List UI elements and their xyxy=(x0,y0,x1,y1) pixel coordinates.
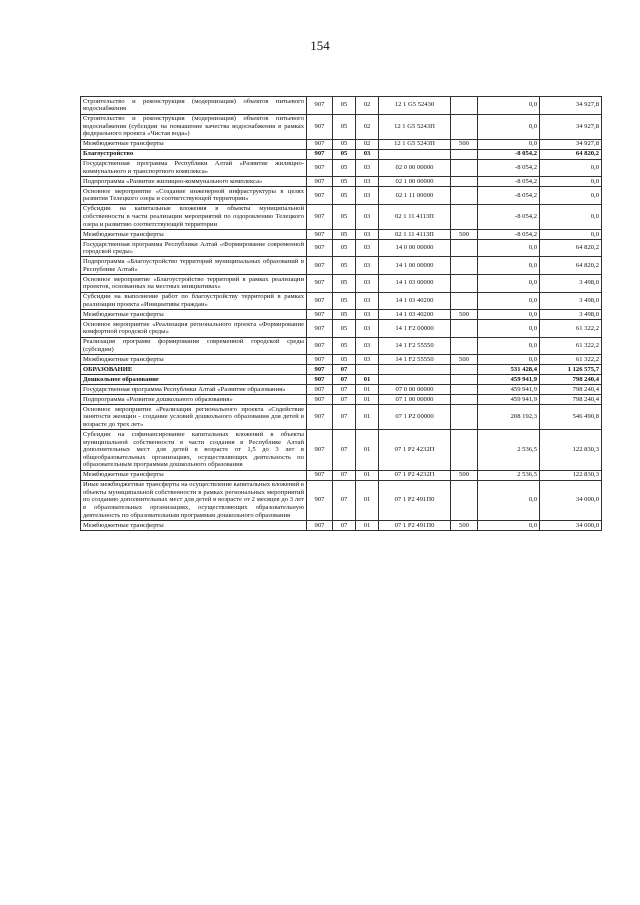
row-pr: 03 xyxy=(356,275,379,293)
row-vr xyxy=(451,292,478,310)
table-row xyxy=(81,177,602,187)
row-pr: 01 xyxy=(356,395,379,405)
table-row xyxy=(81,355,602,365)
row-rz: 07 xyxy=(333,395,356,405)
table-row xyxy=(81,97,602,115)
row-csr: 02 1 11 4113П xyxy=(379,229,451,239)
row-sum-1: -8 054,2 xyxy=(478,159,540,177)
row-sum-2: 61 322,2 xyxy=(540,337,602,355)
row-rz: 07 xyxy=(333,405,356,430)
row-vr xyxy=(451,405,478,430)
row-pr: 02 xyxy=(356,139,379,149)
row-sum-2: 0,0 xyxy=(540,204,602,229)
row-gr: 907 xyxy=(307,405,333,430)
row-pr: 03 xyxy=(356,310,379,320)
row-csr: 14 1 03 00000 xyxy=(379,275,451,293)
row-gr: 907 xyxy=(307,355,333,365)
row-gr: 907 xyxy=(307,365,333,375)
row-csr: 14 1 F2 55550 xyxy=(379,337,451,355)
row-sum-1: 0,0 xyxy=(478,337,540,355)
table-row xyxy=(81,292,602,310)
row-pr: 01 xyxy=(356,385,379,395)
row-csr: 14 1 F2 00000 xyxy=(379,320,451,338)
row-pr: 03 xyxy=(356,257,379,275)
row-sum-1: 0,0 xyxy=(478,292,540,310)
row-vr xyxy=(451,177,478,187)
table-row xyxy=(81,375,602,385)
row-sum-1: 459 941,9 xyxy=(478,385,540,395)
row-rz: 07 xyxy=(333,470,356,480)
row-gr: 907 xyxy=(307,114,333,139)
row-sum-2: 0,0 xyxy=(540,159,602,177)
row-vr xyxy=(451,97,478,115)
row-name: ОБРАЗОВАНИЕ xyxy=(81,365,307,375)
row-pr: 03 xyxy=(356,355,379,365)
row-csr: 07 1 P2 4232П xyxy=(379,470,451,480)
row-csr: 02 1 00 00000 xyxy=(379,177,451,187)
table-row xyxy=(81,395,602,405)
row-sum-1: 531 428,4 xyxy=(478,365,540,375)
row-gr: 907 xyxy=(307,430,333,470)
row-sum-2: 546 490,8 xyxy=(540,405,602,430)
row-vr: 500 xyxy=(451,229,478,239)
row-csr xyxy=(379,149,451,159)
row-pr: 01 xyxy=(356,375,379,385)
table-row xyxy=(81,405,602,430)
row-pr: 01 xyxy=(356,470,379,480)
table-row xyxy=(81,204,602,229)
row-vr xyxy=(451,257,478,275)
row-pr: 01 xyxy=(356,520,379,530)
row-csr: 07 1 P2 00000 xyxy=(379,405,451,430)
row-sum-1: 0,0 xyxy=(478,114,540,139)
row-sum-2: 798 240,4 xyxy=(540,385,602,395)
row-sum-2: 34 000,0 xyxy=(540,480,602,520)
row-sum-1: 0,0 xyxy=(478,139,540,149)
row-name: Субсидии на софинансирование капитальных вложений в объекты муниципальной собственности в части создания в Республике Алтай дополнительных мест для детей в возрасте от 1,5 до 3 лет в общеобразовательных организациях, осуществляющих деятельность по образовательным программам дошкольного образования xyxy=(81,430,307,470)
row-vr xyxy=(451,395,478,405)
table-row xyxy=(81,159,602,177)
table-row xyxy=(81,114,602,139)
row-name: Подпрограмма «Благоустройство территорий муниципальных образований в Республике Алтай» xyxy=(81,257,307,275)
row-sum-2: 64 820,2 xyxy=(540,257,602,275)
row-pr: 03 xyxy=(356,337,379,355)
row-name: Межбюджетные трансферты xyxy=(81,470,307,480)
row-name: Государственная программа Республики Алтай «Развитие жилищно-коммунального и транспортного комплекса» xyxy=(81,159,307,177)
row-rz: 05 xyxy=(333,337,356,355)
row-pr xyxy=(356,365,379,375)
table-row xyxy=(81,139,602,149)
row-name: Государственная программа Республики Алтай «Формирование современной городской среды» xyxy=(81,239,307,257)
row-sum-2: 64 820,2 xyxy=(540,149,602,159)
row-pr: 03 xyxy=(356,159,379,177)
row-name: Основное мероприятие «Благоустройство территорий в рамках реализации проектов, основанных на местных инициативах» xyxy=(81,275,307,293)
table-row xyxy=(81,229,602,239)
row-pr: 03 xyxy=(356,229,379,239)
row-vr xyxy=(451,365,478,375)
row-sum-1: -8 054,2 xyxy=(478,229,540,239)
row-vr: 500 xyxy=(451,470,478,480)
row-rz: 05 xyxy=(333,204,356,229)
table-row xyxy=(81,320,602,338)
row-rz: 05 xyxy=(333,310,356,320)
row-name: Межбюджетные трансферты xyxy=(81,229,307,239)
row-sum-1: 0,0 xyxy=(478,310,540,320)
row-name: Строительство и реконструкция (модернизация) объектов питьевого водоснабжения xyxy=(81,97,307,115)
row-gr: 907 xyxy=(307,337,333,355)
row-vr xyxy=(451,149,478,159)
row-sum-1: 0,0 xyxy=(478,355,540,365)
table-row xyxy=(81,520,602,530)
row-sum-2: 0,0 xyxy=(540,177,602,187)
row-vr xyxy=(451,375,478,385)
row-csr: 14 1 03 40200 xyxy=(379,292,451,310)
row-gr: 907 xyxy=(307,480,333,520)
row-sum-2: 3 498,0 xyxy=(540,310,602,320)
row-rz: 05 xyxy=(333,149,356,159)
row-rz: 05 xyxy=(333,355,356,365)
row-pr: 02 xyxy=(356,97,379,115)
row-sum-1: 0,0 xyxy=(478,239,540,257)
row-rz: 07 xyxy=(333,520,356,530)
row-vr xyxy=(451,159,478,177)
row-gr: 907 xyxy=(307,177,333,187)
row-csr: 14 1 00 00000 xyxy=(379,257,451,275)
row-sum-2: 3 498,0 xyxy=(540,275,602,293)
row-sum-2: 0,0 xyxy=(540,229,602,239)
row-name: Основное мероприятие «Реализация регионального проекта «Формирование комфортной городской среды» xyxy=(81,320,307,338)
row-sum-1: 0,0 xyxy=(478,320,540,338)
row-sum-1: -8 054,2 xyxy=(478,204,540,229)
row-csr: 07 1 P2 491П0 xyxy=(379,480,451,520)
row-sum-1: -8 054,2 xyxy=(478,187,540,205)
row-gr: 907 xyxy=(307,292,333,310)
row-sum-2: 122 830,3 xyxy=(540,470,602,480)
row-rz: 07 xyxy=(333,480,356,520)
row-gr: 907 xyxy=(307,320,333,338)
row-vr xyxy=(451,239,478,257)
row-rz: 05 xyxy=(333,257,356,275)
row-gr: 907 xyxy=(307,229,333,239)
row-rz: 05 xyxy=(333,159,356,177)
row-gr: 907 xyxy=(307,310,333,320)
row-rz: 05 xyxy=(333,187,356,205)
row-gr: 907 xyxy=(307,149,333,159)
row-sum-2: 798 240,4 xyxy=(540,395,602,405)
row-csr xyxy=(379,375,451,385)
budget-table xyxy=(80,96,602,531)
row-rz: 05 xyxy=(333,292,356,310)
row-vr xyxy=(451,320,478,338)
row-csr: 12 1 G5 5243П xyxy=(379,114,451,139)
row-csr xyxy=(379,365,451,375)
row-vr xyxy=(451,114,478,139)
row-gr: 907 xyxy=(307,275,333,293)
row-csr: 07 1 P2 491П0 xyxy=(379,520,451,530)
row-rz: 07 xyxy=(333,385,356,395)
row-rz: 07 xyxy=(333,430,356,470)
row-pr: 01 xyxy=(356,480,379,520)
row-csr: 02 1 11 4113П xyxy=(379,204,451,229)
row-rz: 07 xyxy=(333,365,356,375)
row-rz: 05 xyxy=(333,177,356,187)
row-pr: 03 xyxy=(356,320,379,338)
row-gr: 907 xyxy=(307,520,333,530)
row-vr: 500 xyxy=(451,520,478,530)
page-number: 154 xyxy=(310,38,330,53)
row-sum-2: 61 322,2 xyxy=(540,355,602,365)
row-rz: 05 xyxy=(333,275,356,293)
row-vr xyxy=(451,430,478,470)
row-sum-1: 0,0 xyxy=(478,257,540,275)
row-sum-1: 208 192,3 xyxy=(478,405,540,430)
row-pr: 03 xyxy=(356,187,379,205)
row-name: Межбюджетные трансферты xyxy=(81,520,307,530)
row-rz: 05 xyxy=(333,229,356,239)
row-pr: 01 xyxy=(356,430,379,470)
row-gr: 907 xyxy=(307,97,333,115)
row-vr xyxy=(451,204,478,229)
row-vr: 500 xyxy=(451,310,478,320)
row-sum-2: 34 927,8 xyxy=(540,114,602,139)
row-name: Основное мероприятие «Создание инженерной инфраструктуры в целях развития Телецкого озера и соответствующей территории» xyxy=(81,187,307,205)
row-gr: 907 xyxy=(307,239,333,257)
row-name: Субсидии на выполнение работ по благоустройству территорий в рамках реализации проекта «Инициативы граждан» xyxy=(81,292,307,310)
row-gr: 907 xyxy=(307,385,333,395)
row-vr xyxy=(451,480,478,520)
row-rz: 05 xyxy=(333,97,356,115)
row-sum-1: 459 941,9 xyxy=(478,375,540,385)
row-rz: 05 xyxy=(333,239,356,257)
row-name: Реализация программ формирования современной городской среды (субсидии) xyxy=(81,337,307,355)
row-pr: 03 xyxy=(356,204,379,229)
row-sum-1: 0,0 xyxy=(478,97,540,115)
row-sum-2: 34 927,8 xyxy=(540,97,602,115)
row-sum-1: -8 054,2 xyxy=(478,177,540,187)
row-pr: 01 xyxy=(356,405,379,430)
row-rz: 05 xyxy=(333,320,356,338)
table-row xyxy=(81,480,602,520)
row-sum-2: 34 927,8 xyxy=(540,139,602,149)
row-gr: 907 xyxy=(307,470,333,480)
table-row xyxy=(81,257,602,275)
row-name: Подпрограмма «Развитие жилищно-коммунального комплекса» xyxy=(81,177,307,187)
row-pr: 02 xyxy=(356,114,379,139)
table-row xyxy=(81,385,602,395)
row-sum-2: 3 498,0 xyxy=(540,292,602,310)
table-row xyxy=(81,275,602,293)
row-name: Подпрограмма «Развитие дошкольного образования» xyxy=(81,395,307,405)
row-name: Основное мероприятие «Реализация регионального проекта «Содействие занятости женщин - создание условий дошкольного образования для детей в возрасте до трех лет» xyxy=(81,405,307,430)
row-sum-1: 459 941,9 xyxy=(478,395,540,405)
row-name: Межбюджетные трансферты xyxy=(81,139,307,149)
row-sum-2: 61 322,2 xyxy=(540,320,602,338)
table-row xyxy=(81,365,602,375)
row-rz: 07 xyxy=(333,375,356,385)
table-row xyxy=(81,470,602,480)
row-gr: 907 xyxy=(307,159,333,177)
row-pr: 03 xyxy=(356,177,379,187)
row-sum-2: 122 830,3 xyxy=(540,430,602,470)
row-vr xyxy=(451,385,478,395)
row-rz: 05 xyxy=(333,139,356,149)
row-csr: 12 1 G5 52430 xyxy=(379,97,451,115)
table-row xyxy=(81,310,602,320)
row-csr: 14 1 03 40200 xyxy=(379,310,451,320)
row-rz: 05 xyxy=(333,114,356,139)
table-row xyxy=(81,239,602,257)
row-name: Субсидии на капитальные вложения в объекты муниципальной собственности в части реализации мероприятий по оздоровлению Телецкого озера и развитию соответствующей территории xyxy=(81,204,307,229)
row-pr: 03 xyxy=(356,239,379,257)
table-row xyxy=(81,187,602,205)
row-sum-1: -8 054,2 xyxy=(478,149,540,159)
row-gr: 907 xyxy=(307,395,333,405)
row-csr: 02 1 11 00000 xyxy=(379,187,451,205)
row-sum-2: 798 240,4 xyxy=(540,375,602,385)
row-sum-1: 2 536,5 xyxy=(478,470,540,480)
row-vr xyxy=(451,187,478,205)
row-name: Строительство и реконструкция (модернизация) объектов питьевого водоснабжения (субсидии на повышение качества водоснабжения в рамках федерального проекта «Чистая вода») xyxy=(81,114,307,139)
row-csr: 02 0 00 00000 xyxy=(379,159,451,177)
row-gr: 907 xyxy=(307,204,333,229)
row-gr: 907 xyxy=(307,139,333,149)
row-gr: 907 xyxy=(307,375,333,385)
row-sum-1: 0,0 xyxy=(478,520,540,530)
table-row xyxy=(81,430,602,470)
row-sum-2: 0,0 xyxy=(540,187,602,205)
table-row xyxy=(81,337,602,355)
row-name: Дошкольное образование xyxy=(81,375,307,385)
row-sum-1: 0,0 xyxy=(478,480,540,520)
row-csr: 07 1 P2 4232П xyxy=(379,430,451,470)
row-name: Иные межбюджетные трансферты на осуществление капитальных вложений в объекты муниципальной собственности в рамках региональных мероприятий по созданию дополнительных мест для детей в возрасте от 2 месяцев до 3 лет в образовательных организациях, осуществляющих образовательную деятельность по образовательным программам дошкольного образования xyxy=(81,480,307,520)
row-name: Государственная программа Республики Алтай «Развитие образования» xyxy=(81,385,307,395)
table-row xyxy=(81,149,602,159)
row-gr: 907 xyxy=(307,257,333,275)
row-csr: 12 1 G5 5243П xyxy=(379,139,451,149)
row-csr: 14 1 F2 55550 xyxy=(379,355,451,365)
row-pr: 03 xyxy=(356,149,379,159)
row-gr: 907 xyxy=(307,187,333,205)
row-pr: 03 xyxy=(356,292,379,310)
row-sum-1: 2 536,5 xyxy=(478,430,540,470)
row-name: Межбюджетные трансферты xyxy=(81,355,307,365)
row-name: Благоустройство xyxy=(81,149,307,159)
row-name: Межбюджетные трансферты xyxy=(81,310,307,320)
row-csr: 14 0 00 00000 xyxy=(379,239,451,257)
table-body xyxy=(81,97,602,531)
row-vr xyxy=(451,337,478,355)
row-sum-2: 1 126 575,7 xyxy=(540,365,602,375)
row-sum-2: 34 000,0 xyxy=(540,520,602,530)
row-csr: 07 0 00 00000 xyxy=(379,385,451,395)
row-sum-1: 0,0 xyxy=(478,275,540,293)
row-vr: 500 xyxy=(451,355,478,365)
row-vr: 500 xyxy=(451,139,478,149)
row-vr xyxy=(451,275,478,293)
row-sum-2: 64 820,2 xyxy=(540,239,602,257)
row-csr: 07 1 00 00000 xyxy=(379,395,451,405)
